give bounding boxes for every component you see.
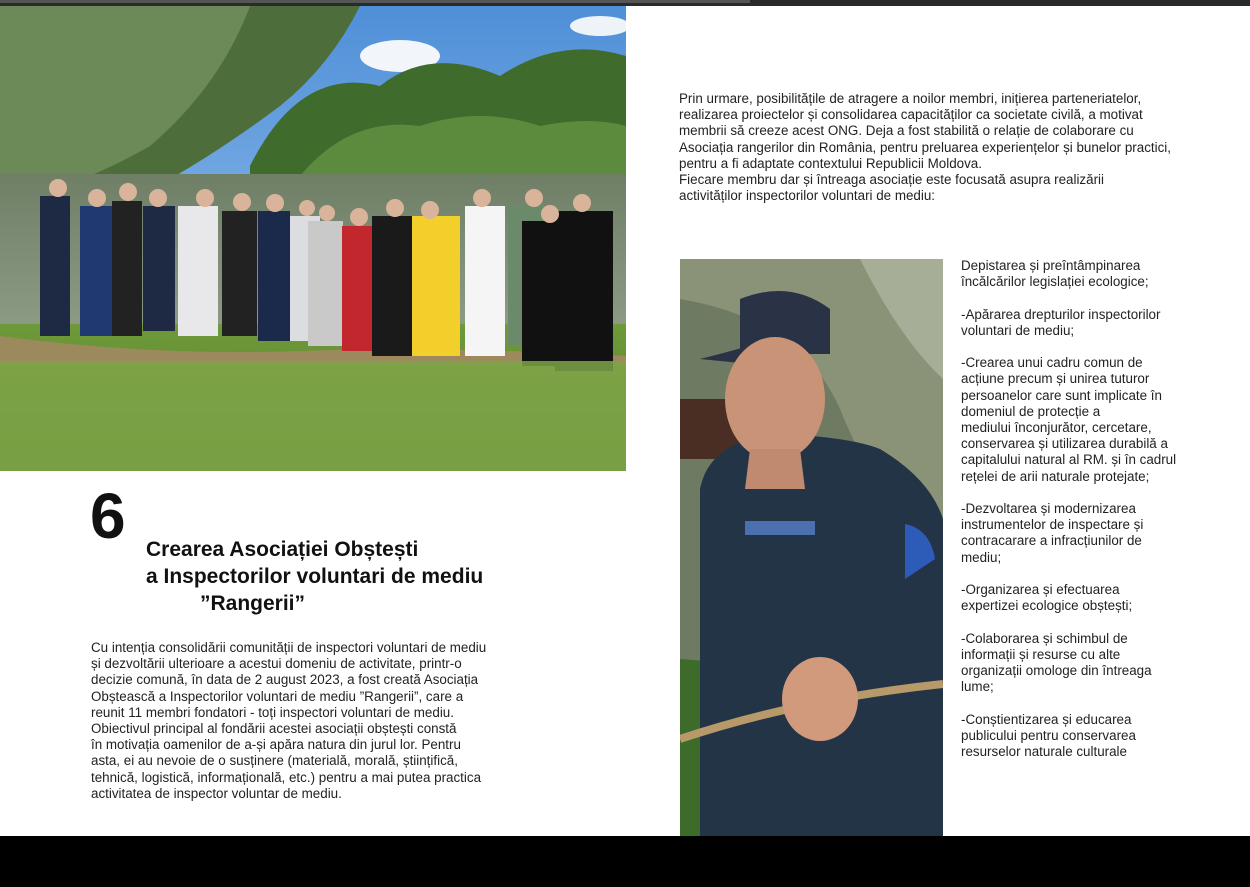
intro-line: realizarea proiectelor și consolidarea capacităților ca societate civilă, a motivat [679,107,1143,123]
objective-line: încălcărilor legislației ecologice; [961,274,1149,290]
objective-line: lume; [961,679,994,695]
body-line: decizie comună, în data de 2 august 2023, a fost creată Asociația [91,672,479,688]
objective-line: -Conștientizarea și educarea [961,711,1132,727]
objective-line: mediu; [961,549,1002,565]
body-line: Obiectivul principal al fondării acestei asociații obștești constă [91,721,457,737]
objective-line: mediului înconjurător, cercetare, [961,420,1152,435]
section-title [146,536,566,617]
brochure-spread [0,6,1250,836]
list-gap [961,290,1221,306]
objective-line: instrumentelor de inspectare și [961,517,1144,533]
title-line-2: a Inspectorilor voluntari de mediu [146,565,484,588]
body-line: asta, ei au nevoie de o susținere (materială, morală, științifică, [91,753,458,769]
objective-line: -Dezvoltarea și modernizarea [961,501,1136,516]
list-gap [961,566,1221,582]
body-line: și dezvoltării ulterioare a acestui domeniu de activitate, printr-o [91,656,462,672]
body-line: reunit 11 membri fondatori - toți inspectori voluntari de mediu. [91,704,454,720]
objective-line: -Organizarea și efectuarea [961,582,1120,597]
objective-line: persoanelor care sunt implicate în [961,387,1162,403]
objective-line: rețelei de arii naturale protejate; [961,468,1150,484]
objective-line: informații și resurse cu alte [961,646,1121,662]
body-line: tehnică, logistică, informațională, etc.) pentru a mai putea practica [91,769,482,785]
intro-line: membrii să creeze acest ONG. Deja a fost stabilită o relație de colaborare cu [679,123,1134,139]
list-gap [961,485,1221,501]
left-body-paragraph [91,640,531,802]
body-line: în motivația oamenilor de a-și apăra natura din jurul lor. Pentru [91,737,461,753]
objective-line: conservarea și utilizarea durabilă a [961,436,1168,452]
intro-line: Fiecare membru dar și întreaga asociație este focusată asupra realizării [679,172,1104,188]
intro-line: Asociația rangerilor din România, pentru preluarea experiențelor și bunelor practici, [679,139,1171,155]
body-line: Obștească a Inspectorilor voluntari de mediu ”Rangerii”, care a [91,688,464,704]
ranger-photo-illustration [680,259,943,836]
intro-line: pentru a fi adaptate contextului Republicii Moldova. [679,155,982,171]
list-gap [961,695,1221,711]
objective-line: acțiune precum și unirea tuturor [961,371,1150,387]
list-gap [961,614,1221,630]
objective-line: -Apărarea drepturilor inspectorilor [961,306,1161,322]
intro-paragraph [679,91,1219,204]
top-tab-strip [0,0,750,3]
objectives-list [961,258,1221,760]
objective-line: publicului pentru conservarea [961,727,1136,743]
ranger-photo [680,259,943,836]
objective-line: Depistarea și preîntâmpinarea [961,258,1141,273]
objective-line: -Colaborarea și schimbul de [961,630,1128,646]
list-gap [961,339,1221,355]
objective-line: voluntari de mediu; [961,322,1075,338]
objective-line: organizații omologe din întreaga [961,663,1152,678]
objective-line: domeniul de protecție a [961,403,1101,419]
objective-line: contracarare a infracțiunilor de [961,533,1142,549]
group-photo [0,6,626,471]
objective-line: -Crearea unui cadru comun de [961,355,1143,371]
intro-line: activităților inspectorilor voluntari de mediu: [679,188,936,204]
intro-line: Prin urmare, posibilitățile de atragere a noilor membri, inițierea parteneriatelor, [679,91,1142,106]
title-line-1: Crearea Asociației Obștești [146,538,419,561]
body-line: Cu intenția consolidării comunității de inspectori voluntari de mediu [91,640,487,655]
title-line-3: ”Rangerii” [200,592,306,615]
objective-line: resurselor naturale culturale [961,744,1127,759]
body-line: activitatea de inspector voluntar de mediu. [91,785,342,801]
page-number: 6 [90,480,124,552]
group-photo-illustration [0,6,626,471]
objective-line: expertizei ecologice obștești; [961,598,1133,614]
objective-line: capitalului natural al RM. și în cadrul [961,452,1177,468]
